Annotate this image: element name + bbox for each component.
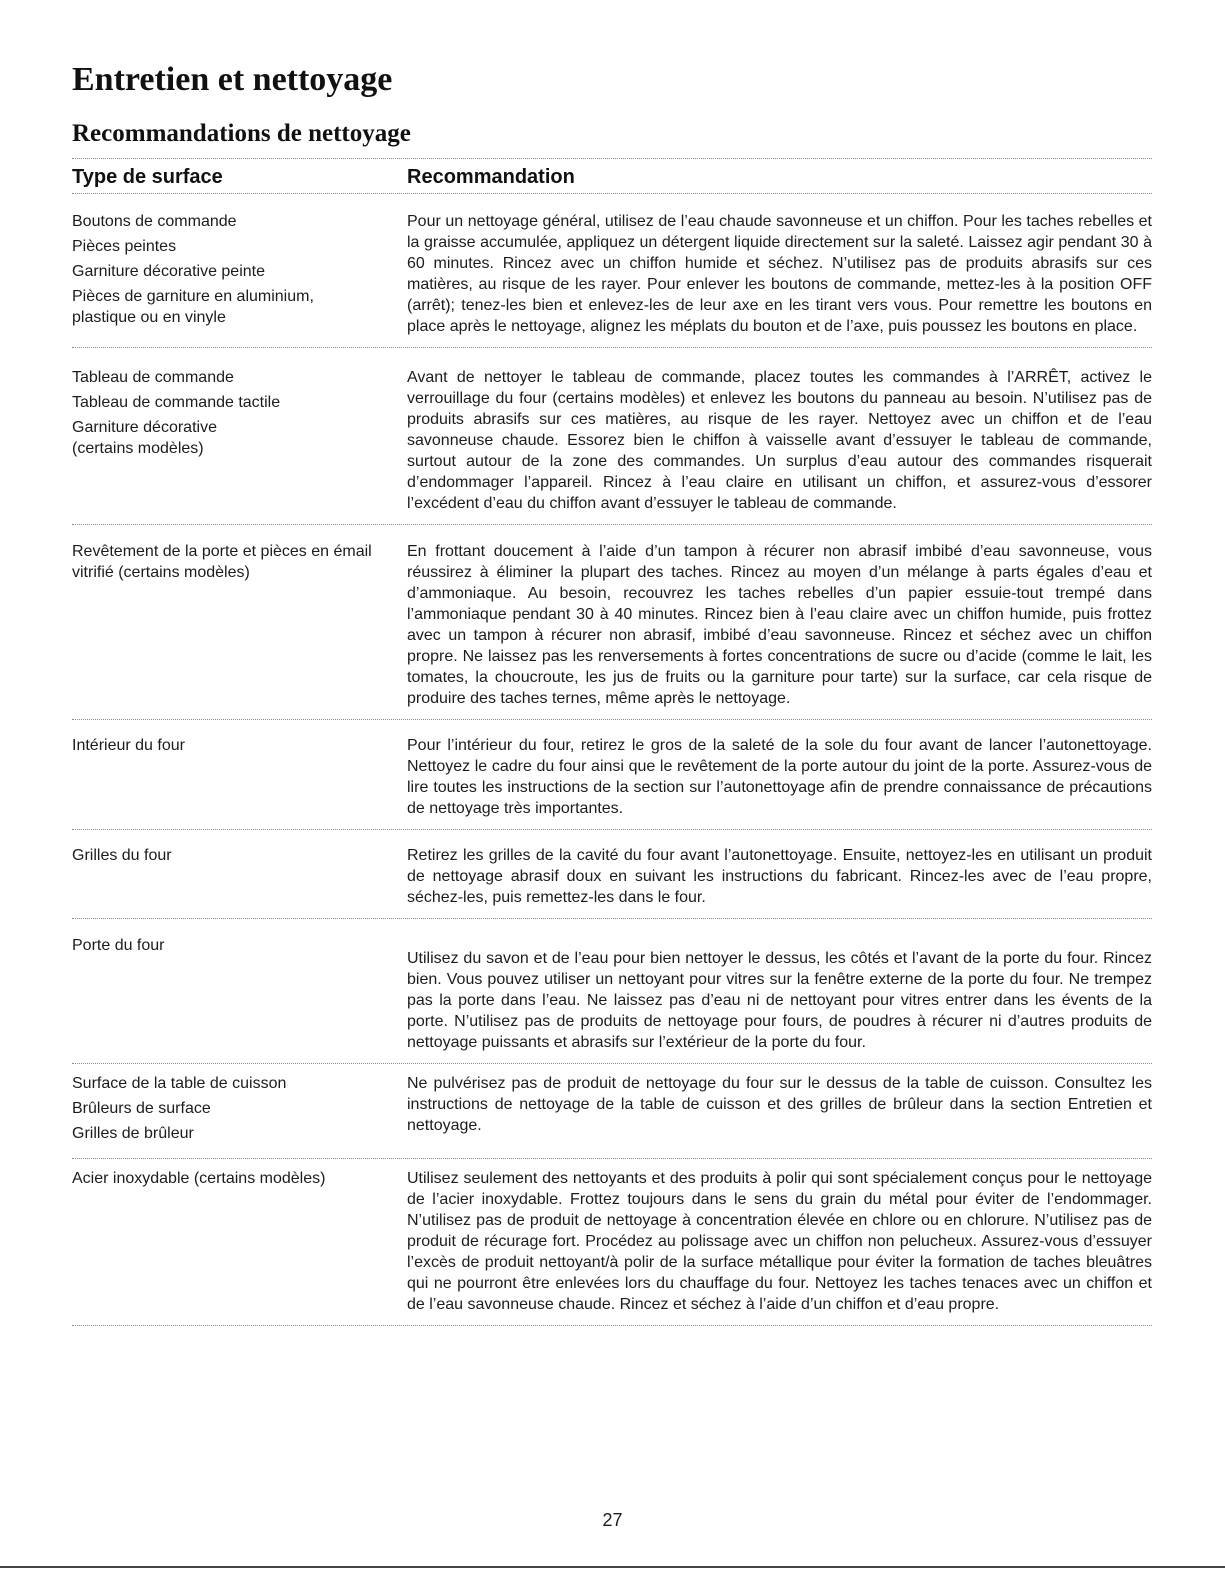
surface-cell	[72, 364, 407, 514]
recommendation-cell: Utilisez du savon et de l’eau pour bien nettoyer le dessus, les côtés et l’avant de la porte du four. Rincez bien. Vous pouvez utiliser un nettoyant pour vitres sur la fenêtre externe de la porte du four. Ne trempez pas la porte dans l’eau. Ne laissez pas d’eau ni de nettoyant pour vitres entrer dans les évents de la porte. N’utilisez pas de produits de nettoyage pour fours, de poudres à récurer ni d’autres produits de nettoyage puissants et abrasifs sur l’extérieur de la porte du four.	[407, 949, 1152, 1051]
surface-item: Tableau de commande tactile	[72, 393, 281, 411]
page-number: 27	[602, 1510, 623, 1530]
table-row	[72, 919, 1152, 1063]
surface-cell	[72, 932, 407, 1053]
surface-item: Revêtement de la porte et pièces en émail vitrifié (certains modèles)	[72, 542, 372, 581]
surface-cell	[72, 538, 407, 709]
table-row	[72, 830, 1152, 918]
surface-item: Surface de la table de cuisson	[72, 1074, 287, 1092]
page-bottom-edge	[0, 1566, 1225, 1568]
table-row	[72, 720, 1152, 829]
surface-item: Acier inoxydable (certains modèles)	[72, 1169, 326, 1187]
surface-item: Grilles du four	[72, 846, 172, 864]
table-header	[72, 159, 1152, 193]
section-title: Recommandations de nettoyage	[72, 119, 411, 147]
recommendation-cell: En frottant doucement à l’aide d’un tampon à récurer non abrasif imbibé d’eau savonneuse, vous réussirez à éliminer la plupart des taches. Rincez au moyen d’un mélange à parts égales d’eau et d’ammoniaque. Au besoin, recouvrez les taches rebelles d’un papier essuie-tout trempé dans l’ammoniaque pendant 30 à 40 minutes. Rincez bien à l’eau claire avec un chiffon humide, puis frottez avec un tampon à récurer non abrasif, imbibé d’eau savonneuse. Rincez et séchez avec un chiffon propre. Ne laissez pas les renversements à fortes concentrations de sucre ou d’acide (comme le lait, les tomates, la choucroute, les jus de fruits ou la garniture pour tarte) sur la surface, car cela risque de produire des taches ternes, même après le nettoyage.	[407, 542, 1152, 707]
surface-item: Intérieur du four	[72, 736, 185, 754]
table-row	[72, 348, 1152, 524]
table-row	[72, 525, 1152, 719]
surface-item: Pièces peintes	[72, 237, 177, 255]
page-content	[72, 60, 1152, 1326]
surface-item: Porte du four	[72, 936, 165, 954]
surface-item: Brûleurs de surface	[72, 1099, 211, 1117]
table-bottom-divider	[72, 1325, 1152, 1326]
surface-item: Boutons de commande	[72, 212, 237, 230]
column-header-recommendation: Recommandation	[407, 165, 575, 188]
surface-item: Garniture décorative (certains modèles)	[72, 418, 217, 457]
table-row	[72, 194, 1152, 347]
table-row	[72, 1064, 1152, 1158]
recommendation-cell: Avant de nettoyer le tableau de commande, placez toutes les commandes à l’ARRÊT, activez le verrouillage du four (certains modèles) et enlevez les boutons du panneau au besoin. N’utilisez pas de produits abrasifs sur ces matières, au risque de les rayer. Nettoyez avec un chiffon et de l’eau savonneuse chaude. Essorez bien le chiffon à vaisselle avant d’essuyer le tableau de commande, surtout autour de la zone des commandes. Un surplus d’eau autour des commandes risquerait d’endommager l’appareil. Rincez à l’eau claire en utilisant un chiffon, et assurez-vous d’essorer l’excédent d’eau du chiffon avant d’essuyer le tableau de commande.	[407, 368, 1152, 512]
surface-item: Garniture décorative peinte	[72, 262, 265, 280]
page-title: Entretien et nettoyage	[72, 61, 393, 98]
table-row	[72, 1159, 1152, 1325]
surface-item: Grilles de brûleur	[72, 1124, 194, 1142]
recommendation-cell: Pour un nettoyage général, utilisez de l’eau chaude savonneuse et un chiffon. Pour les taches rebelles et la graisse accumulée, appliquez un détergent liquide directement sur la saleté. Laissez agir pendant 30 à 60 minutes. Rincez avec un chiffon humide et séchez. N’utilisez pas de produits abrasifs sur ces matières, au risque de les rayer. Pour enlever les boutons de commande, mettez-les à la position OFF (arrêt); tenez-les bien et enlevez-les de leur axe en les tirant vers vous. Pour remettre les boutons en place après le nettoyage, alignez les méplats du bouton et de l’axe, puis poussez les boutons en place.	[407, 212, 1152, 335]
recommendation-cell: Retirez les grilles de la cavité du four avant l’autonettoyage. Ensuite, nettoyez-les en utilisant un produit de nettoyage abrasif doux en suivant les instructions du fabricant. Rincez-les avec de l’eau propre, séchez-les, puis remettez-les dans le four.	[407, 846, 1152, 906]
surface-item: Pièces de garniture en aluminium, plastique ou en vinyle	[72, 287, 314, 326]
surface-cell	[72, 208, 407, 337]
recommendation-cell: Pour l’intérieur du four, retirez le gros de la saleté de la sole du four avant de lancer l’autonettoyage. Nettoyez le cadre du four ainsi que le revêtement de la porte autour du joint de la porte. Assurez-vous de lire toutes les instructions de la section sur l’autonettoyage afin de prendre connaissance de précautions de nettoyage très importantes.	[407, 736, 1152, 817]
surface-cell	[72, 732, 407, 819]
surface-cell	[72, 1165, 407, 1315]
column-header-surface: Type de surface	[72, 165, 223, 188]
surface-cell	[72, 1070, 407, 1148]
surface-cell	[72, 842, 407, 908]
recommendation-cell: Ne pulvérisez pas de produit de nettoyage du four sur le dessus de la table de cuisson. Consultez les instructions de nettoyage de la table de cuisson et des grilles de brûleur dans la section Entretien et nettoyage.	[407, 1074, 1152, 1134]
recommendation-cell: Utilisez seulement des nettoyants et des produits à polir qui sont spécialement conçus pour le nettoyage de l’acier inoxydable. Frottez toujours dans le sens du grain du métal pour éviter de l’endommager. N’utilisez pas de produit de nettoyage à concentration élevée en chlore ou en chlorure. N’utilisez pas de produit de récurage fort. Procédez au polissage avec un chiffon non pelucheux. Assurez-vous d’essuyer l’excès de produit nettoyant/à polir de la surface métallique pour éviter la formation de taches bleuâtres qui ne pourront être enlevées lors du chauffage du four. Nettoyez les taches tenaces avec un chiffon et de l’eau savonneuse chaude. Rincez et séchez à l’aide d’un chiffon et d’eau propre.	[407, 1169, 1152, 1313]
surface-item: Tableau de commande	[72, 368, 234, 386]
